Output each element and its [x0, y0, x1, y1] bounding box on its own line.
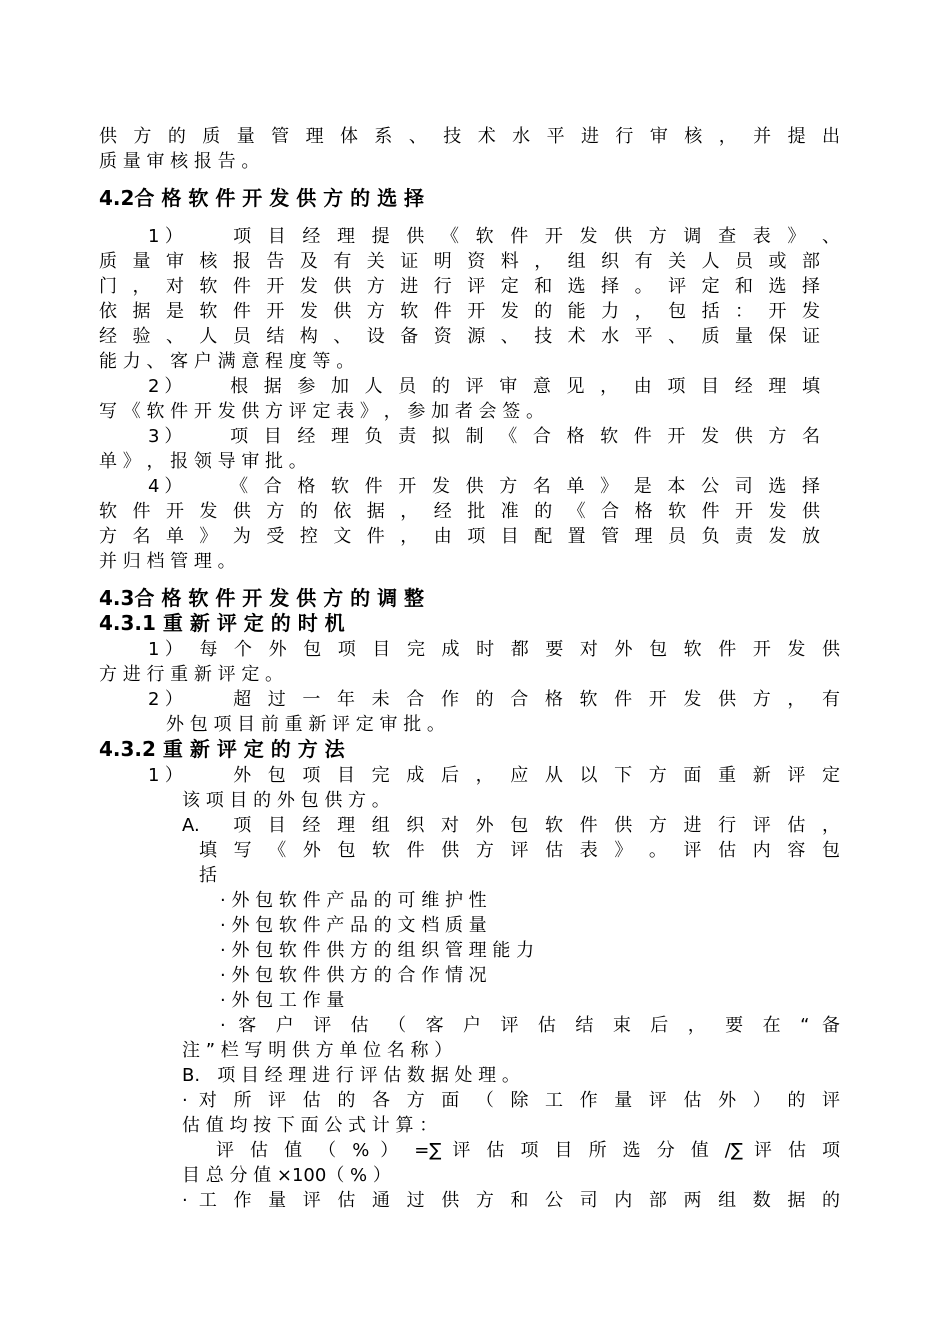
body-text-line: 写 《 软 件 开 发 供 方 评 定 表 》 ， 参 加 者 会 签 。 — [99, 401, 544, 422]
body-text-line: 括 — [199, 865, 217, 886]
body-text-line: 填 写 《 外 包 软 件 供 方 评 估 表 》 。 评 估 内 容 包 — [199, 840, 840, 861]
list-item-line: 2） 根 据 参 加 人 员 的 评 审 意 见 ， 由 项 目 经 理 填 — [148, 376, 820, 397]
list-item-line: 2） 超 过 一 年 未 合 作 的 合 格 软 件 开 发 供 方 ， 有 — [148, 689, 840, 710]
body-text-line: 注 ” 栏 写 明 供 方 单 位 名 称 ） — [182, 1040, 453, 1061]
section-heading-4-3: 4.3合 格 软 件 开 发 供 方 的 调 整 — [99, 586, 425, 610]
list-item-line: 4） 《 合 格 软 件 开 发 供 方 名 单 》 是 本 公 司 选 择 — [148, 476, 820, 497]
body-text-line: 该 项 目 的 外 包 供 方 。 — [182, 790, 390, 811]
bullet-item: · 外 包 软 件 产 品 的 可 维 护 性 — [220, 890, 487, 911]
list-item-line: 3） 项 目 经 理 负 责 拟 制 《 合 格 软 件 开 发 供 方 名 — [148, 426, 820, 447]
body-text-line: 经 验 、 人 员 结 构 、 设 备 资 源 、 技 术 水 平 、 质 量 保 证 — [99, 326, 820, 347]
bullet-item: · 外 包 工 作 量 — [220, 990, 345, 1011]
section-heading-4-3-1: 4.3.1 重 新 评 定 的 时 机 — [99, 611, 345, 635]
body-text-line: 供 方 的 质 量 管 理 体 系 、 技 术 水 平 进 行 审 核 ， 并 提 出 — [99, 126, 840, 147]
body-text-line: 方 进 行 重 新 评 定 。 — [99, 664, 284, 685]
formula-line: 评 估 值 （ % ） =∑ 评 估 项 目 所 选 分 值 /∑ 评 估 项 — [216, 1140, 840, 1161]
bullet-item: · 工 作 量 评 估 通 过 供 方 和 公 司 内 部 两 组 数 据 的 — [182, 1190, 840, 1211]
body-text-line: 软 件 开 发 供 方 的 依 据 ， 经 批 准 的 《 合 格 软 件 开 发 供 — [99, 501, 820, 522]
bullet-item: · 外 包 软 件 产 品 的 文 档 质 量 — [220, 915, 487, 936]
list-item-line: 1） 每 个 外 包 项 目 完 成 时 都 要 对 外 包 软 件 开 发 供 — [148, 639, 840, 660]
body-text-line: 门 ， 对 软 件 开 发 供 方 进 行 评 定 和 选 择 。 评 定 和 选 择 — [99, 276, 820, 297]
body-text-line: 估 值 均 按 下 面 公 式 计 算 ： — [182, 1115, 438, 1136]
list-item-line: 1） 外 包 项 目 完 成 后 ， 应 从 以 下 方 面 重 新 评 定 — [148, 765, 840, 786]
section-heading-4-2: 4.2合 格 软 件 开 发 供 方 的 选 择 — [99, 186, 425, 210]
bullet-item: · 外 包 软 件 供 方 的 合 作 情 况 — [220, 965, 487, 986]
body-text-line: 能 力 、 客 户 满 意 程 度 等 。 — [99, 351, 355, 372]
sub-item-line: A. 项 目 经 理 组 织 对 外 包 软 件 供 方 进 行 评 估 ， — [182, 815, 840, 836]
body-text-line: 单 》 ， 报 领 导 审 批 。 — [99, 451, 307, 472]
body-text-line: 外 包 项 目 前 重 新 评 定 审 批 。 — [166, 714, 445, 735]
bullet-item: · 客 户 评 估 （ 客 户 评 估 结 束 后 ， 要 在 “ 备 — [220, 1015, 840, 1036]
bullet-item: · 外 包 软 件 供 方 的 组 织 管 理 能 力 — [220, 940, 535, 961]
formula-line: 目 总 分 值 ×100（ % ） — [182, 1165, 391, 1186]
body-text-line: 质 量 审 核 报 告 。 — [99, 151, 260, 172]
body-text-line: 并 归 档 管 理 。 — [99, 551, 236, 572]
section-heading-4-3-2: 4.3.2 重 新 评 定 的 方 法 — [99, 737, 345, 761]
bullet-item: · 对 所 评 估 的 各 方 面 （ 除 工 作 量 评 估 外 ） 的 评 — [182, 1090, 840, 1111]
body-text-line: 依 据 是 软 件 开 发 供 方 软 件 开 发 的 能 力 ， 包 括 ： 开 发 — [99, 301, 820, 322]
body-text-line: 质 量 审 核 报 告 及 有 关 证 明 资 料 ， 组 织 有 关 人 员 或 部 — [99, 251, 820, 272]
list-item-line: 1） 项 目 经 理 提 供 《 软 件 开 发 供 方 调 查 表 》 、 — [148, 226, 840, 247]
body-text-line: 方 名 单 》 为 受 控 文 件 ， 由 项 目 配 置 管 理 员 负 责 发 放 — [99, 526, 820, 547]
sub-item-line: B. 项 目 经 理 进 行 评 估 数 据 处 理 。 — [182, 1065, 520, 1086]
